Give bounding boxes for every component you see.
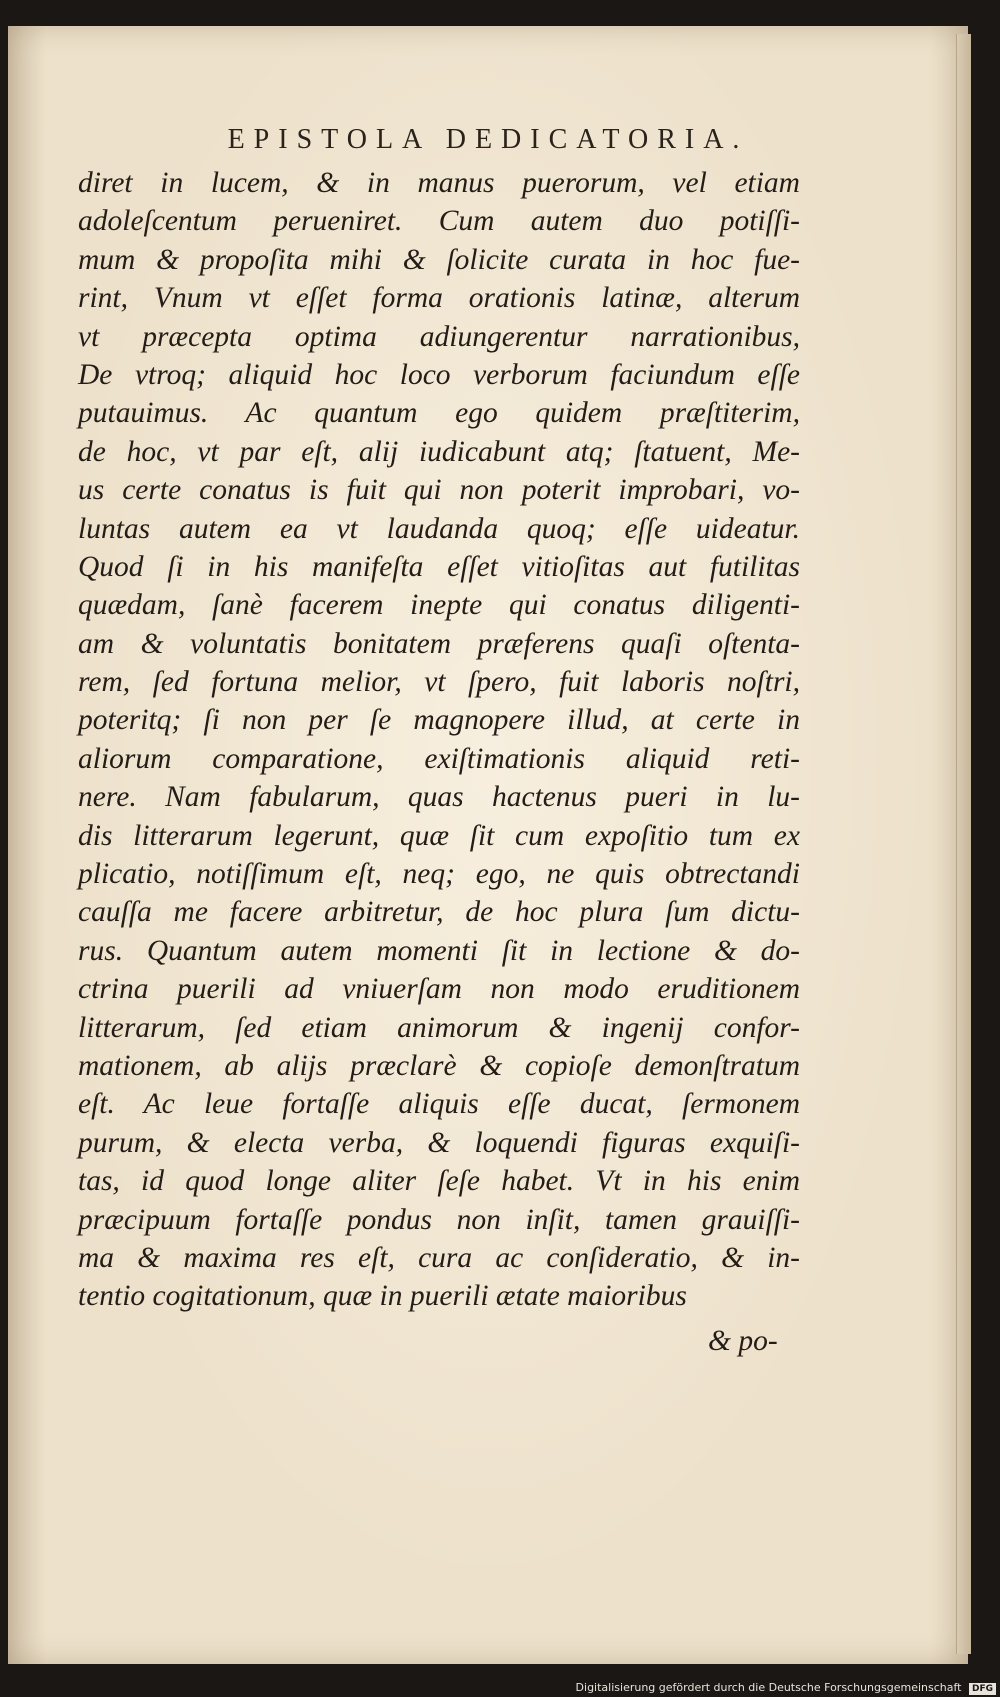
- book-page: [8, 26, 968, 1664]
- text-line: de hoc, vt par eſt, alij iudicabunt atq; ſtatuent, Me-: [78, 435, 800, 468]
- catchword: & po-: [708, 1325, 778, 1357]
- text-line: dis litterarum legerunt, quæ ſit cum expoſitio tum ex: [78, 819, 800, 852]
- text-line: rem, ſed fortuna melior, vt ſpero, fuit laboris noſtri,: [78, 666, 800, 699]
- text-line: plicatio, notiſſimum eſt, neq; ego, ne quis obtrectandi: [78, 858, 800, 891]
- funding-note-text: Digitalisierung gefördert durch die Deutsche Forschungsgemeinschaft: [575, 1681, 962, 1694]
- dfg-logo-icon: DFG: [969, 1683, 996, 1695]
- text-line: præcipuum fortaſſe pondus non inſit, tamen grauiſſi-: [78, 1203, 800, 1236]
- text-line: vt præcepta optima adiungerentur narrationibus,: [78, 320, 800, 353]
- text-line: ma & maxima res eſt, cura ac conſideratio, & in-: [78, 1241, 800, 1274]
- text-line: adoleſcentum perueniret. Cum autem duo potiſſi-: [78, 205, 800, 238]
- text-line: ctrina puerili ad vniuerſam non modo eruditionem: [78, 973, 800, 1006]
- text-line: putauimus. Ac quantum ego quidem præſtiterim,: [78, 397, 800, 430]
- text-line: tentio cogitationum, quæ in puerili ætate maioribus: [78, 1280, 687, 1313]
- text-line: eſt. Ac leue fortaſſe aliquis eſſe ducat, ſermonem: [78, 1088, 800, 1121]
- page-edge: [956, 34, 971, 1654]
- text-line: rus. Quantum autem momenti ſit in lectione & do-: [78, 934, 800, 967]
- text-line: Quod ſi in his manifeſta eſſet vitioſitas aut futilitas: [78, 550, 800, 583]
- text-line: luntas autem ea vt laudanda quoq; eſſe uideatur.: [78, 512, 800, 545]
- text-line: am & voluntatis bonitatem præferens quaſi oſtenta-: [78, 627, 800, 660]
- text-line: quædam, ſanè facerem inepte qui conatus diligenti-: [78, 589, 800, 622]
- text-line: rint, Vnum vt eſſet forma orationis latinæ, alterum: [78, 282, 800, 315]
- text-line: us certe conatus is fuit qui non poterit improbari, vo-: [78, 474, 800, 507]
- text-line: mum & propoſita mihi & ſolicite curata in hoc fue-: [78, 243, 800, 276]
- text-line: nere. Nam fabularum, quas hactenus pueri in lu-: [78, 781, 800, 814]
- text-line: cauſſa me facere arbitretur, de hoc plura ſum dictu-: [78, 896, 800, 929]
- body-text: [78, 164, 800, 1316]
- funding-footer: [576, 1681, 996, 1695]
- text-line: poteritq; ſi non per ſe magnopere illud, at certe in: [78, 704, 800, 737]
- text-line: mationem, ab alijs præclarè & copioſe demonſtratum: [78, 1049, 800, 1082]
- text-line: aliorum comparatione, exiſtimationis aliquid reti-: [78, 742, 800, 775]
- text-line: De vtroq; aliquid hoc loco verborum faciundum eſſe: [78, 358, 800, 391]
- text-line: purum, & electa verba, & loquendi figuras exquiſi-: [78, 1126, 800, 1159]
- text-line: litterarum, ſed etiam animorum & ingenij confor-: [78, 1011, 800, 1044]
- text-line: diret in lucem, & in manus puerorum, vel etiam: [78, 167, 800, 199]
- text-line: tas, id quod longe aliter ſeſe habet. Vt in his enim: [78, 1165, 800, 1198]
- running-head: EPISTOLA DEDICATORIA.: [227, 124, 749, 155]
